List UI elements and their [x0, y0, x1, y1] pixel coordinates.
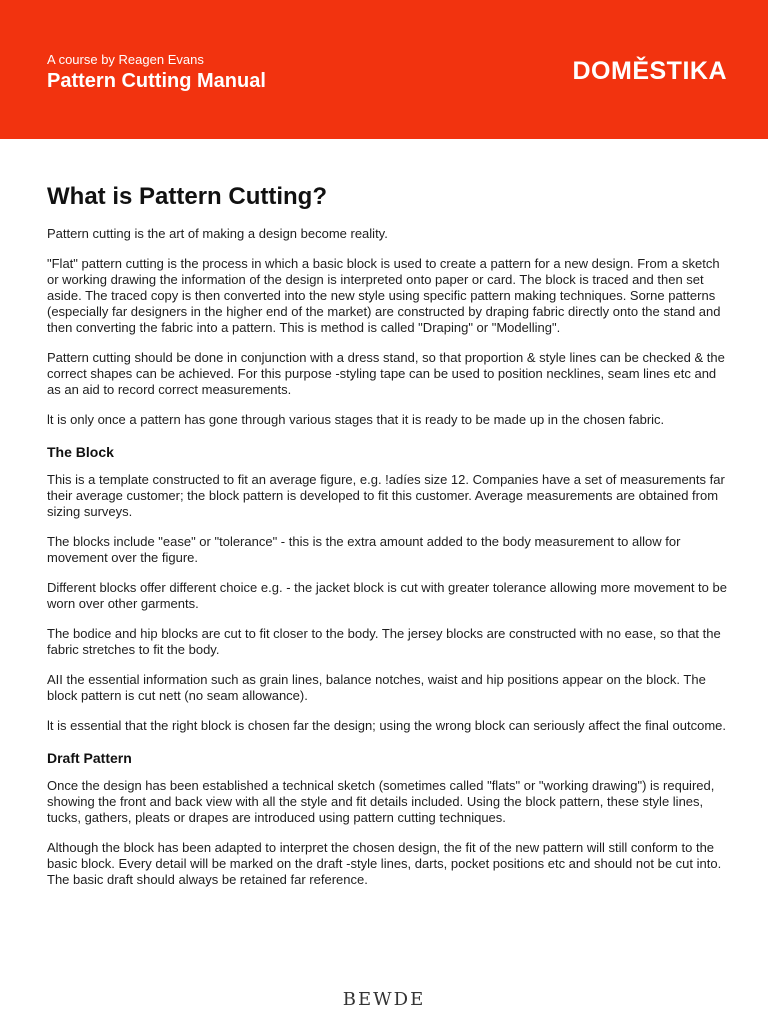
section-heading-draft: Draft Pattern: [47, 750, 132, 766]
header-banner: [0, 0, 768, 139]
manual-title: Pattern Cutting Manual: [47, 70, 266, 92]
draft-paragraph: Once the design has been established a technical sketch (sometimes called "flats" or "working drawing") is required, showing the front and back view with all the style and fit details included. Using the block pattern, these style lines, tucks, gathers, pleats or drapes are introduced using pattern cutting techniques.: [47, 778, 715, 825]
draft-paragraph: Although the block has been adapted to interpret the chosen design, the fit of the new pattern will still conform to the basic block. Every detail will be marked on the draft -style lines, darts, pocket positions etc and should not be cut into. The basic draft should always be retained far reference.: [47, 840, 722, 887]
page-title: What is Pattern Cutting?: [47, 183, 327, 210]
block-paragraph: This is a template constructed to fit an average figure, e.g. !adíes size 12. Companies have a set of measurements far their average customer; the block pattern is developed to fit this customer. Average measurements are obtained from sizing surveys.: [47, 472, 725, 519]
footer-watermark: BEWDE: [342, 989, 426, 1010]
intro-paragraph: "Flat" pattern cutting is the process in which a basic block is used to create a pattern for a new design. From a sketch or working drawing the information of the design is interpreted onto paper or card. The block is traced and then set aside. The traced copy is then converted into the new style using specific pattern making techniques. Sorne patterns (especially far designers in the higher end of the market) are constructed by draping fabric directly onto the stand and then converting the fabric into a pattern. This is method is called "Draping" or "Modelling".: [47, 256, 721, 335]
block-paragraph: AII the essential information such as grain lines, balance notches, waist and hip positions appear on the block. The block pattern is cut nett (no seam allowance).: [47, 672, 706, 703]
page-content: [47, 181, 727, 902]
block-paragraph: lt is essential that the right block is chosen far the design; using the wrong block can seriously affect the final outcome.: [47, 718, 727, 733]
block-paragraph: The blocks include "ease" or "tolerance" - this is the extra amount added to the body measurement to allow for movement over the figure.: [47, 534, 681, 565]
intro-paragraph: Pattern cutting is the art of making a design become reality.: [47, 226, 388, 241]
domestika-logo: DOMĚSTIKA: [572, 57, 727, 85]
block-paragraph: Different blocks offer different choice e.g. - the jacket block is cut with greater tolerance allowing more movement to be worn over other garments.: [47, 580, 727, 611]
intro-paragraph: Pattern cutting should be done in conjunction with a dress stand, so that proportion & style lines can be checked & the correct shapes can be achieved. For this purpose -styling tape can be used to position necklines, seam lines etc and as an aid to record correct measurements.: [47, 350, 725, 397]
block-paragraph: The bodice and hip blocks are cut to fit closer to the body. The jersey blocks are constructed with no ease, so that the fabric stretches to fit the body.: [47, 626, 721, 657]
intro-paragraph: lt is only once a pattern has gone through various stages that it is ready to be made up in the chosen fabric.: [47, 412, 665, 427]
section-heading-block: The Block: [47, 444, 114, 460]
course-byline: A course by Reagen Evans: [47, 52, 204, 67]
